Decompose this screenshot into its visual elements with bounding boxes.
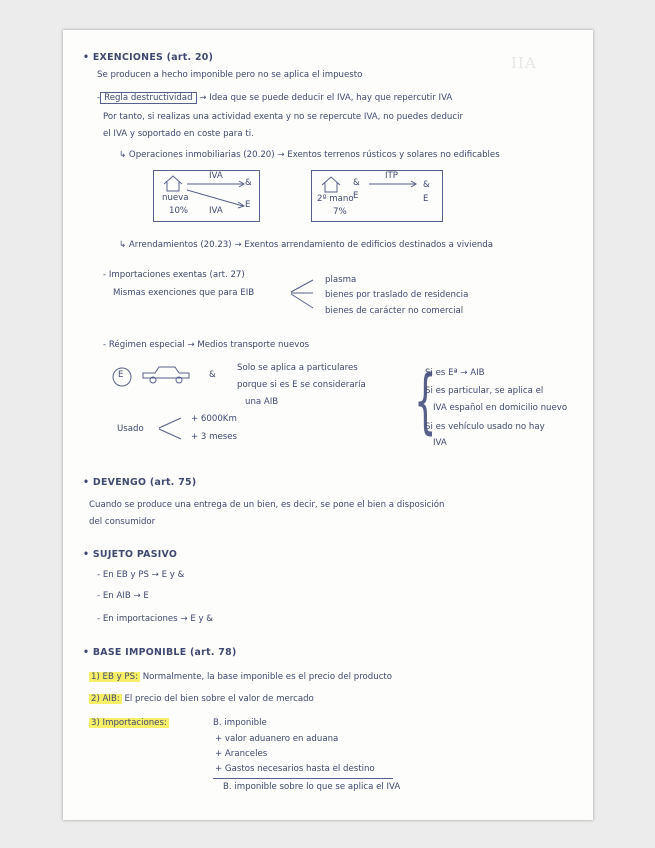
base-item-1-text: Normalmente, la base imponible es el precio del producto [142,672,393,682]
importaciones-item-1: plasma [325,275,357,285]
importaciones-exentas-heading: - Importaciones exentas (art. 27) [103,270,245,280]
car-icon [141,364,191,386]
regla-text: → Idea que se puede deducir el IVA, hay que repercutir IVA [199,93,453,103]
box1-end-top: & [245,178,252,188]
box2-top-label: ITP [385,171,398,181]
regla-line: - Regla destructividad → Idea que se puede deducir el IVA, hay que repercutir IVA [97,93,453,103]
sum-divider [213,778,393,779]
box2-end-top: & [423,180,430,190]
base-item-2-highlight: 2) AIB: [91,694,120,704]
regimen-case-5: IVA [433,438,447,448]
devengo-heading: • DEVENGO (art. 75) [83,477,197,488]
importaciones-branch-arrows [291,278,321,312]
box2-arrow [369,182,429,202]
base-import-item-4: + Gastos necesarios hasta el destino [215,764,375,774]
usado-label: Usado [117,424,144,434]
regimen-amp: & [209,370,216,380]
usado-branch-arrows [159,416,185,442]
base-item-2 [89,694,314,704]
sujeto-item-3: - En importaciones → E y & [97,614,214,624]
house-second-hand-label: 2º mano [317,194,354,204]
box2-end-bottom: E [423,194,429,204]
box2-pct: 7% [333,207,347,217]
devengo-line-1: Cuando se produce una entrega de un bien, es decir, se pone el bien a disposición [89,500,445,510]
box2-amp: & [353,178,360,188]
base-import-item-1: B. imponible [213,718,267,728]
exenciones-line2: Por tanto, si realizas una actividad exenta y no se repercute IVA, no puedes deducir [103,112,464,122]
box1-top-label: IVA [209,171,223,181]
base-item-3 [89,718,169,728]
box1-pct: 10% [169,206,189,216]
importaciones-line: Mismas exenciones que para EIB [113,288,255,298]
base-imponible-heading: • BASE IMPONIBLE (art. 78) [83,647,237,658]
sujeto-item-1: - En EB y PS → E y & [97,570,185,580]
regimen-case-2: Si es particular, se aplica el [425,386,544,396]
usado-item-1: + 6000Km [191,414,237,424]
bleed-through-mark: IIA [511,54,537,72]
devengo-line-2: del consumidor [89,517,156,527]
base-item-2-text: El precio del bien sobre el valor de mercado [124,694,314,704]
base-import-item-3: + Aranceles [215,749,268,759]
regimen-desc-3: una AIB [245,397,279,407]
exenciones-intro: Se producen a hecho imponible pero no se aplica el impuesto [97,70,363,80]
house-icon-2 [321,176,341,192]
box2-e: E [353,191,359,201]
regimen-case-1: Si es Eª → AIB [425,368,485,378]
operaciones-inmobiliarias: ↳ Operaciones inmobiliarias (20.20) → Exentos terrenos rústicos y solares no edificables [119,150,500,160]
base-item-3-highlight: 3) Importaciones: [91,718,167,728]
regimen-desc-2: porque si es E se consideraría [237,380,366,390]
regimen-case-3: IVA español en domicilio nuevo [433,403,568,413]
regimen-desc-1: Solo se aplica a particulares [237,363,358,373]
sujeto-item-2: - En AIB → E [97,591,149,601]
house-icon [163,175,183,191]
base-result: B. imponible sobre lo que se aplica el IVA [223,782,401,792]
regla-box: Regla destructividad [100,92,196,104]
box1-end-bottom: E [245,200,251,210]
base-item-1-highlight: 1) EB y PS: [91,672,138,682]
importaciones-item-3: bienes de carácter no comercial [325,306,464,316]
cases-brace: { [414,360,437,442]
regimen-e-label: E [118,370,124,380]
importaciones-item-2: bienes por traslado de residencia [325,290,469,300]
base-import-item-2: + valor aduanero en aduana [215,734,339,744]
regimen-especial-heading: - Régimen especial → Medios transporte nuevos [103,340,310,350]
usado-item-2: + 3 meses [191,432,238,442]
arrendamientos: ↳ Arrendamientos (20.23) → Exentos arrendamiento de edificios destinados a vivienda [119,240,494,250]
house-new-label: nueva [162,193,189,203]
regimen-case-4: Si es vehículo usado no hay [425,422,545,432]
box1-bottom-label: IVA [209,206,223,216]
exenciones-heading: • EXENCIONES (art. 20) [83,52,214,63]
sujeto-pasivo-heading: • SUJETO PASIVO [83,549,178,560]
base-item-1 [89,672,392,682]
notes-page [63,30,593,820]
exenciones-line3: el IVA y soportado en coste para ti. [103,129,254,139]
